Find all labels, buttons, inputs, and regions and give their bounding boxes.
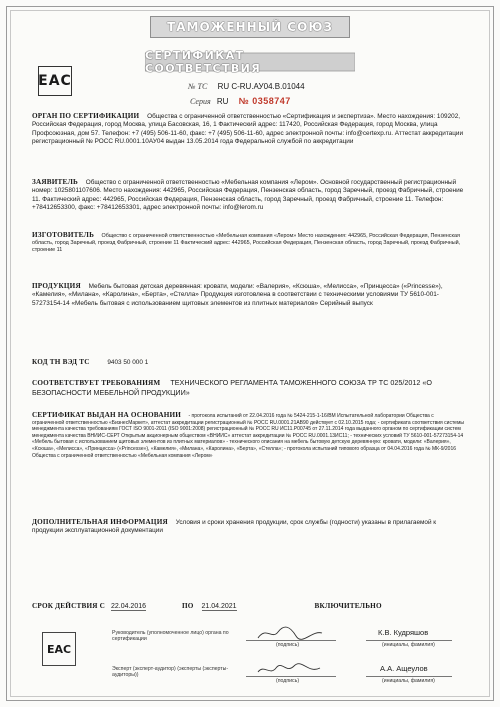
expert-name: А.А. Ащеулов [380,664,428,673]
head-name-line [366,640,452,641]
head-sign-label: (подпись) [276,642,300,648]
certification-body-label: ОРГАН ПО СЕРТИФИКАЦИИ [32,112,140,120]
series-number: № 0358747 [238,96,291,106]
head-caption: Руководитель (уполномоченное лицо) органа по сертификации [112,630,229,643]
conformity-section [32,378,466,398]
expert-initials-label: (инициалы, фамилия) [382,678,435,684]
manufacturer-label: ИЗГОТОВИТЕЛЬ [32,231,95,239]
head-name: К.В. Кудряшов [378,628,429,637]
product-label: ПРОДУКЦИЯ [32,282,81,290]
expert-signature-icon [256,660,326,678]
expert-caption: Эксперт (эксперт-аудитор) (эксперты (эксперты-аудиторы)) [112,666,229,679]
additional-info-label: ДОПОЛНИТЕЛЬНАЯ ИНФОРМАЦИЯ [32,518,168,526]
product-text: Мебель бытовая детская деревянная: кровати, модели: «Валерия», «Ксюша», «Мелисса», «Принцесса» («Princesse»), «Камелия», «Милана», «Каролина», «Берта», «Стелла» Продукция изготовлена в соответствии с техническими условиями ТУ 5610-001-57273154-14 «Мебель бытовая с использованием щитовых элементов из плитных материалов» Серийный выпуск [32,283,443,307]
validity-from-date: 22.04.2016 [110,603,147,610]
certification-body-text: Общества с ограниченной ответственностью «Сертификация и экспертиза». Место нахождения: 109202, Российская Федерация, город Москва, улица Басовская, 16, 1 Фактический адрес: 117420, Российская Федерация, город Москва, улица Профсоюзная, дом 57. Телефон: +7 (495) 506-11-60, факс: +7 (495) 506-11-60, адрес электронной почты: info@certexp.ru. Аттестат аккредитации регистрационный № РОСС RU.0001.10АУ04 выдан 13.05.2014 года Федеральной службой по аккредитации [32,113,464,146]
certificate-number-line [188,82,305,91]
stamp-seal [42,632,76,666]
validity-from-label: СРОК ДЕЙСТВИЯ С [32,602,106,610]
applicant-text: Общество с ограниченной ответственностью «Мебельная компания «Лером». Основной государственный регистрационный номер: 1025801107606. Место нахождения: 442965, Российская Федерация, Пензенская область, город Заречный, проезд Фабричный, строение 11. Фактический адрес: 442965, Российская Федерация, Пензенская область, город Заречный, проезд Фабричный, строение 11. Телефон: +78412653300, факс: +78412653301, адрес электронной почты: info@lerom.ru [32,179,464,212]
certificate-number: RU С-RU.АУ04.В.01044 [217,82,305,91]
validity-inclusive-label: ВКЛЮЧИТЕЛЬНО [314,602,382,610]
manufacturer-text: Общество с ограниченной ответственностью «Мебельная компания «Лером» Место нахождения: 442965, Российская Федерация, Пензенская область, город Заречный, проезд Фабричный, строение 11 Фактический адрес: 442965, Российская Федерация, Пензенская область, город Заречный, проезд Фабричный, строение 11 [32,233,461,253]
additional-info-text: Условия и сроки хранения продукции, срок службы (годности) указаны в прилагаемой к продукции эксплуатационной документации [32,519,437,535]
seal-text: ЕАС [46,642,72,656]
certificate-title-text: СЕРТИФИКАТ СООТВЕТСТВИЯ [145,49,262,75]
customs-union-banner [150,16,350,38]
hs-code-value: 9403 50 000 1 [107,359,149,366]
expert-sign-label: (подпись) [276,678,300,684]
series-code: RU [216,97,229,106]
signature-icon [256,624,326,642]
series-label: Серия [190,97,211,106]
hs-code-label: КОД ТН ВЭД ТС [32,358,90,366]
eac-logo-text: ЕАС [38,73,72,89]
issued-basis-text: - протокола испытаний от 22.04.2016 года № 5424-215-1-16/ВМ Испытательной лаборатории Общества с ограниченной ответственностью «БизнесМаркет», аттестат аккредитации регистрационный № РОСС RU.0001.21АВ90 действует с 02.10.2015 года; - сертификата соответствия системы менеджмента качества требованиям ГОСТ ISO 9001-2011 (ISO 9001:2008) регистрационный № РОСС RU ИС11.Р00745 от 27.11.2014 года выданного органом по сертификации систем менеджмента качества ВНИИС-СЕРТ Открытым акционерным обществом «ВНИИС» аттестат аккредитации № РОСС RU.0001.13ИС11; - технических условий ТУ 5610-001-57273154-14 «Мебель бытовая с использованием щитовых элементов из плитных материалов» - технического описания на мебель бытовую детскую деревянную: кровати, модели: «Валерия», «Ксюша», «Мелисса», «Принцесса» («Princesse»), «Камелия», «Милана», «Каролина», «Берта», «Стелла»; - протокола испытаний типового образца от 04.04.2016 года № МК-9/2016 Общества с ограниченной ответственностью «Мебельная компания «Лером» [32,413,464,459]
issued-basis-section [32,412,466,459]
banner-text: ТАМОЖЕННЫЙ СОЮЗ [167,20,333,34]
manufacturer-section [32,232,466,254]
additional-info-section [32,518,466,536]
certification-body-section [32,112,466,147]
conformity-label: СООТВЕТСТВУЕТ ТРЕБОВАНИЯМ [32,379,161,387]
product-section [32,282,466,308]
applicant-section [32,178,466,213]
applicant-label: ЗАЯВИТЕЛЬ [32,178,78,186]
series-line [190,96,291,106]
eac-logo [38,66,72,96]
certificate-title [145,49,355,75]
number-prefix: № ТС [188,82,208,91]
conformity-text: ТЕХНИЧЕСКОГО РЕГЛАМЕНТА ТАМОЖЕННОГО СОЮЗА ТР ТС 025/2012 «О БЕЗОПАСНОСТИ МЕБЕЛЬНОЙ ПРОДУКЦИИ» [32,378,432,398]
head-initials-label: (инициалы, фамилия) [382,642,435,648]
issued-basis-label: СЕРТИФИКАТ ВЫДАН НА ОСНОВАНИИ [32,411,182,419]
validity-to-label: ПО [181,602,194,610]
hs-code-section [32,358,466,367]
validity-to-date: 21.04.2021 [201,603,237,610]
expert-name-line [366,676,452,677]
validity-row [32,602,382,610]
